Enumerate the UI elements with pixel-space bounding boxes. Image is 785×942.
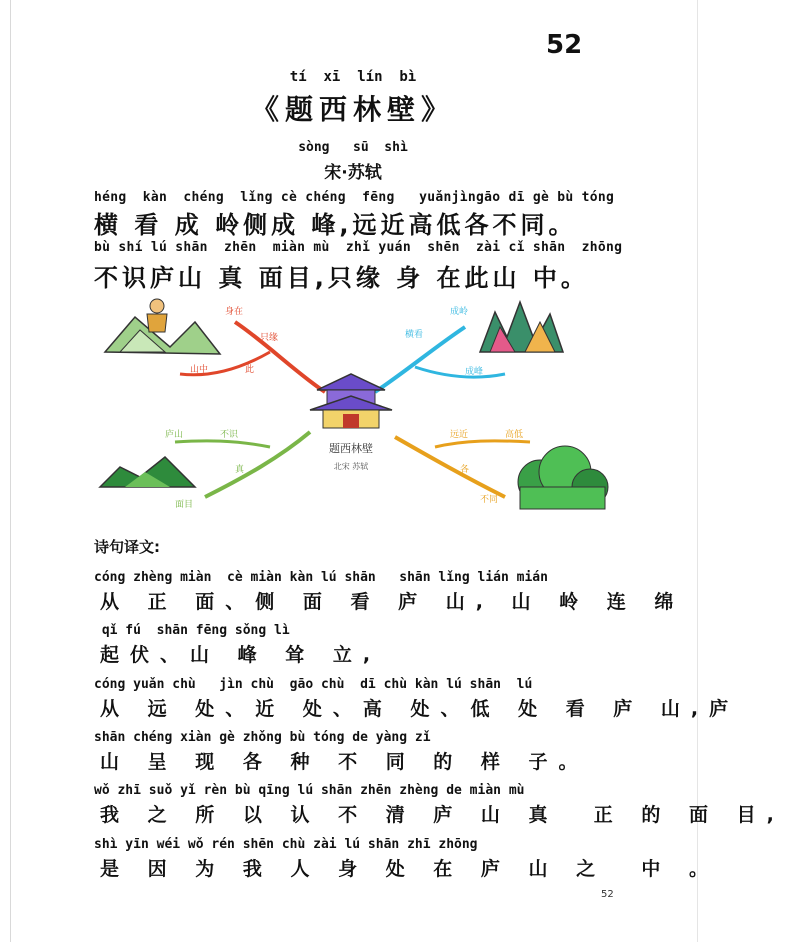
translation-line-6-pinyin: shì yīn wéi wǒ rén shēn chù zài lú shān zhī zhōng [94,837,478,852]
branch-label: 不识 [220,430,239,440]
page-number: 52 [546,30,583,60]
translation-line-3-pinyin: cóng yuǎn chù jìn chù gāo chù dī chù kàn lú shān lú [94,677,533,692]
footer-page-number: 52 [601,889,614,900]
mind-map-center-title: 题西林壁 [329,442,373,455]
translation-line-5-pinyin: wǒ zhī suǒ yǐ rèn bù qīng lú shān zhēn zhèng de miàn mù [94,783,525,798]
translation-line-4: 山 呈 现 各 种 不 同 的 样 子。 [100,751,589,773]
translation-line-1-pinyin: cóng zhèng miàn cè miàn kàn lú shān shān lǐng lián mián [94,570,548,585]
translation-line-6: 是 因 为 我 人 身 处 在 庐 山 之 中 。 [100,858,719,880]
branch-label: 横看 [405,330,424,340]
colorful-peaks-illustration [480,302,563,352]
branch-label: 成岭 [450,307,469,317]
temple-icon [310,374,392,428]
branch-label: 只缘 [260,333,279,343]
translation-line-2: 起伏、山 峰 耸 立, [100,644,382,666]
branch-label: 不同 [480,495,499,505]
translation-line-2-pinyin: qǐ fú shān fēng sǒng lì [94,623,290,638]
branch-label: 庐山 [165,430,184,440]
poem-title: 《题西林壁》 [250,93,455,126]
branch-label: 真 [235,465,245,475]
title-pinyin: tí xī lín bì [289,69,417,85]
bushy-hills-illustration [518,446,608,509]
poem-line-1-pinyin: héng kàn chéng lǐng cè chéng fēng yuǎnjìngāo dī gè bù tóng [94,190,615,205]
branch-label: 高低 [505,430,524,440]
translation-line-5: 我 之 所 以 认 不 清 庐 山 真 正 的 面 目, [100,804,785,826]
translation-line-1: 从 正 面、侧 面 看 庐 山, 山 岭 连 绵 [100,591,685,613]
green-mountains-illustration [100,457,195,487]
mind-map-center-subtitle: 北宋 苏轼 [333,462,369,471]
branch-top-left [235,322,325,392]
branch-label: 远近 [450,430,469,440]
branch-label: 各 [460,465,470,475]
mountain-scholar-illustration [105,299,220,354]
translation-line-4-pinyin: shān chéng xiàn gè zhǒng bù tóng de yàng zǐ [94,730,431,745]
translation-heading: 诗句译文: [94,538,160,556]
poem-line-2-pinyin: bù shí lú shān zhēn miàn mù zhǐ yuán shēn zài cǐ shān zhōng [94,240,623,255]
translation-line-3: 从 远 处、近 处、高 处、低 处 看 庐 山,庐 [100,698,740,720]
author-pinyin: sòng sū shì [298,140,408,155]
branch-label: 成峰 [465,367,484,377]
poem-line-1: 横 看 成 岭侧成 峰,远近高低各不同。 [94,211,577,239]
poem-line-2: 不识庐山 真 面目,只缘 身 在此山 中。 [94,264,589,292]
branch-label: 此 [245,365,255,375]
branch-label: 身在 [225,307,244,317]
branch-bottom-right [395,437,505,497]
branch-label: 山中 [190,365,209,375]
mind-map-illustration [95,292,608,522]
branch-label: 面目 [175,500,194,510]
poem-author: 宋·苏轼 [324,163,382,183]
